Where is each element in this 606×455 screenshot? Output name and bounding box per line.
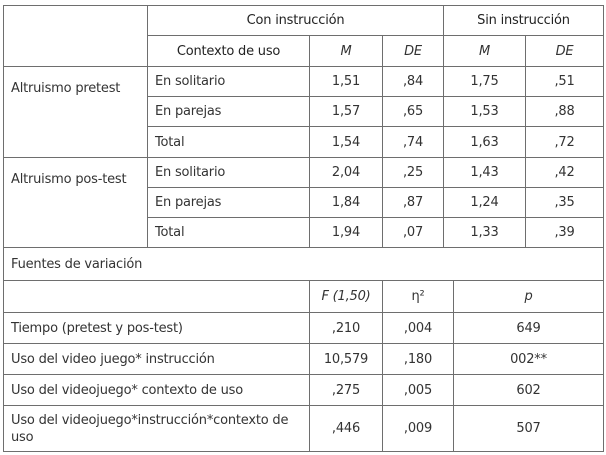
row-context: En solitario: [147, 66, 310, 97]
source-label: Uso del video juego* instrucción: [3, 343, 310, 375]
row-context: Total: [147, 126, 310, 158]
variation-title: Fuentes de variación: [3, 247, 604, 281]
cell-con-m: 1,51: [309, 66, 383, 97]
cell-sin-de: ,42: [525, 157, 604, 188]
eta-value: ,005: [382, 374, 454, 406]
row-context: En solitario: [147, 157, 310, 188]
cell-con-de: ,07: [382, 217, 444, 248]
eta-header: η²: [382, 280, 454, 313]
group-header-con: Con instrucción: [147, 5, 444, 36]
p-value: 649: [453, 312, 604, 344]
cell-sin-de: ,72: [525, 126, 604, 158]
p-value: 602: [453, 374, 604, 406]
cell-sin-m: 1,53: [443, 96, 526, 127]
row-context: En parejas: [147, 96, 310, 127]
cell-sin-de: ,35: [525, 187, 604, 218]
row-context: En parejas: [147, 187, 310, 218]
cell-con-de: ,65: [382, 96, 444, 127]
statistics-table: [3, 5, 604, 452]
eta-value: ,180: [382, 343, 454, 375]
cell-sin-m: 1,33: [443, 217, 526, 248]
eta-value: ,009: [382, 405, 454, 452]
cell-sin-m: 1,43: [443, 157, 526, 188]
eta-value: ,004: [382, 312, 454, 344]
row-context: Total: [147, 217, 310, 248]
contexto-header: Contexto de uso: [147, 35, 310, 67]
m-header-con: M: [309, 35, 383, 67]
de-header-sin: DE: [525, 35, 604, 67]
corner-cell: [3, 5, 148, 67]
cell-sin-de: ,51: [525, 66, 604, 97]
f-value: ,446: [309, 405, 383, 452]
f-value: 10,579: [309, 343, 383, 375]
cell-sin-de: ,88: [525, 96, 604, 127]
cell-con-m: 1,54: [309, 126, 383, 158]
cell-sin-m: 1,24: [443, 187, 526, 218]
cell-con-de: ,25: [382, 157, 444, 188]
cell-con-de: ,74: [382, 126, 444, 158]
de-header-con: DE: [382, 35, 444, 67]
source-label: Uso del videojuego*instrucción*contexto de uso: [3, 405, 310, 452]
variation-empty-header: [3, 280, 310, 313]
cell-sin-m: 1,75: [443, 66, 526, 97]
source-label: Uso del videojuego* contexto de uso: [3, 374, 310, 406]
group-header-sin: Sin instrucción: [443, 5, 604, 36]
f-value: ,210: [309, 312, 383, 344]
cell-con-m: 1,94: [309, 217, 383, 248]
p-value: 002**: [453, 343, 604, 375]
cell-con-m: 1,84: [309, 187, 383, 218]
source-label: Tiempo (pretest y pos-test): [3, 312, 310, 344]
f-value: ,275: [309, 374, 383, 406]
m-header-sin: M: [443, 35, 526, 67]
cell-con-de: ,87: [382, 187, 444, 218]
cell-con-de: ,84: [382, 66, 444, 97]
cell-con-m: 1,57: [309, 96, 383, 127]
cell-sin-m: 1,63: [443, 126, 526, 158]
p-header: p: [453, 280, 604, 313]
group-label-postest: Altruismo pos-test: [3, 157, 148, 248]
group-label-pretest: Altruismo pretest: [3, 66, 148, 158]
p-value: 507: [453, 405, 604, 452]
cell-sin-de: ,39: [525, 217, 604, 248]
cell-con-m: 2,04: [309, 157, 383, 188]
f-header: F (1,50): [309, 280, 383, 313]
